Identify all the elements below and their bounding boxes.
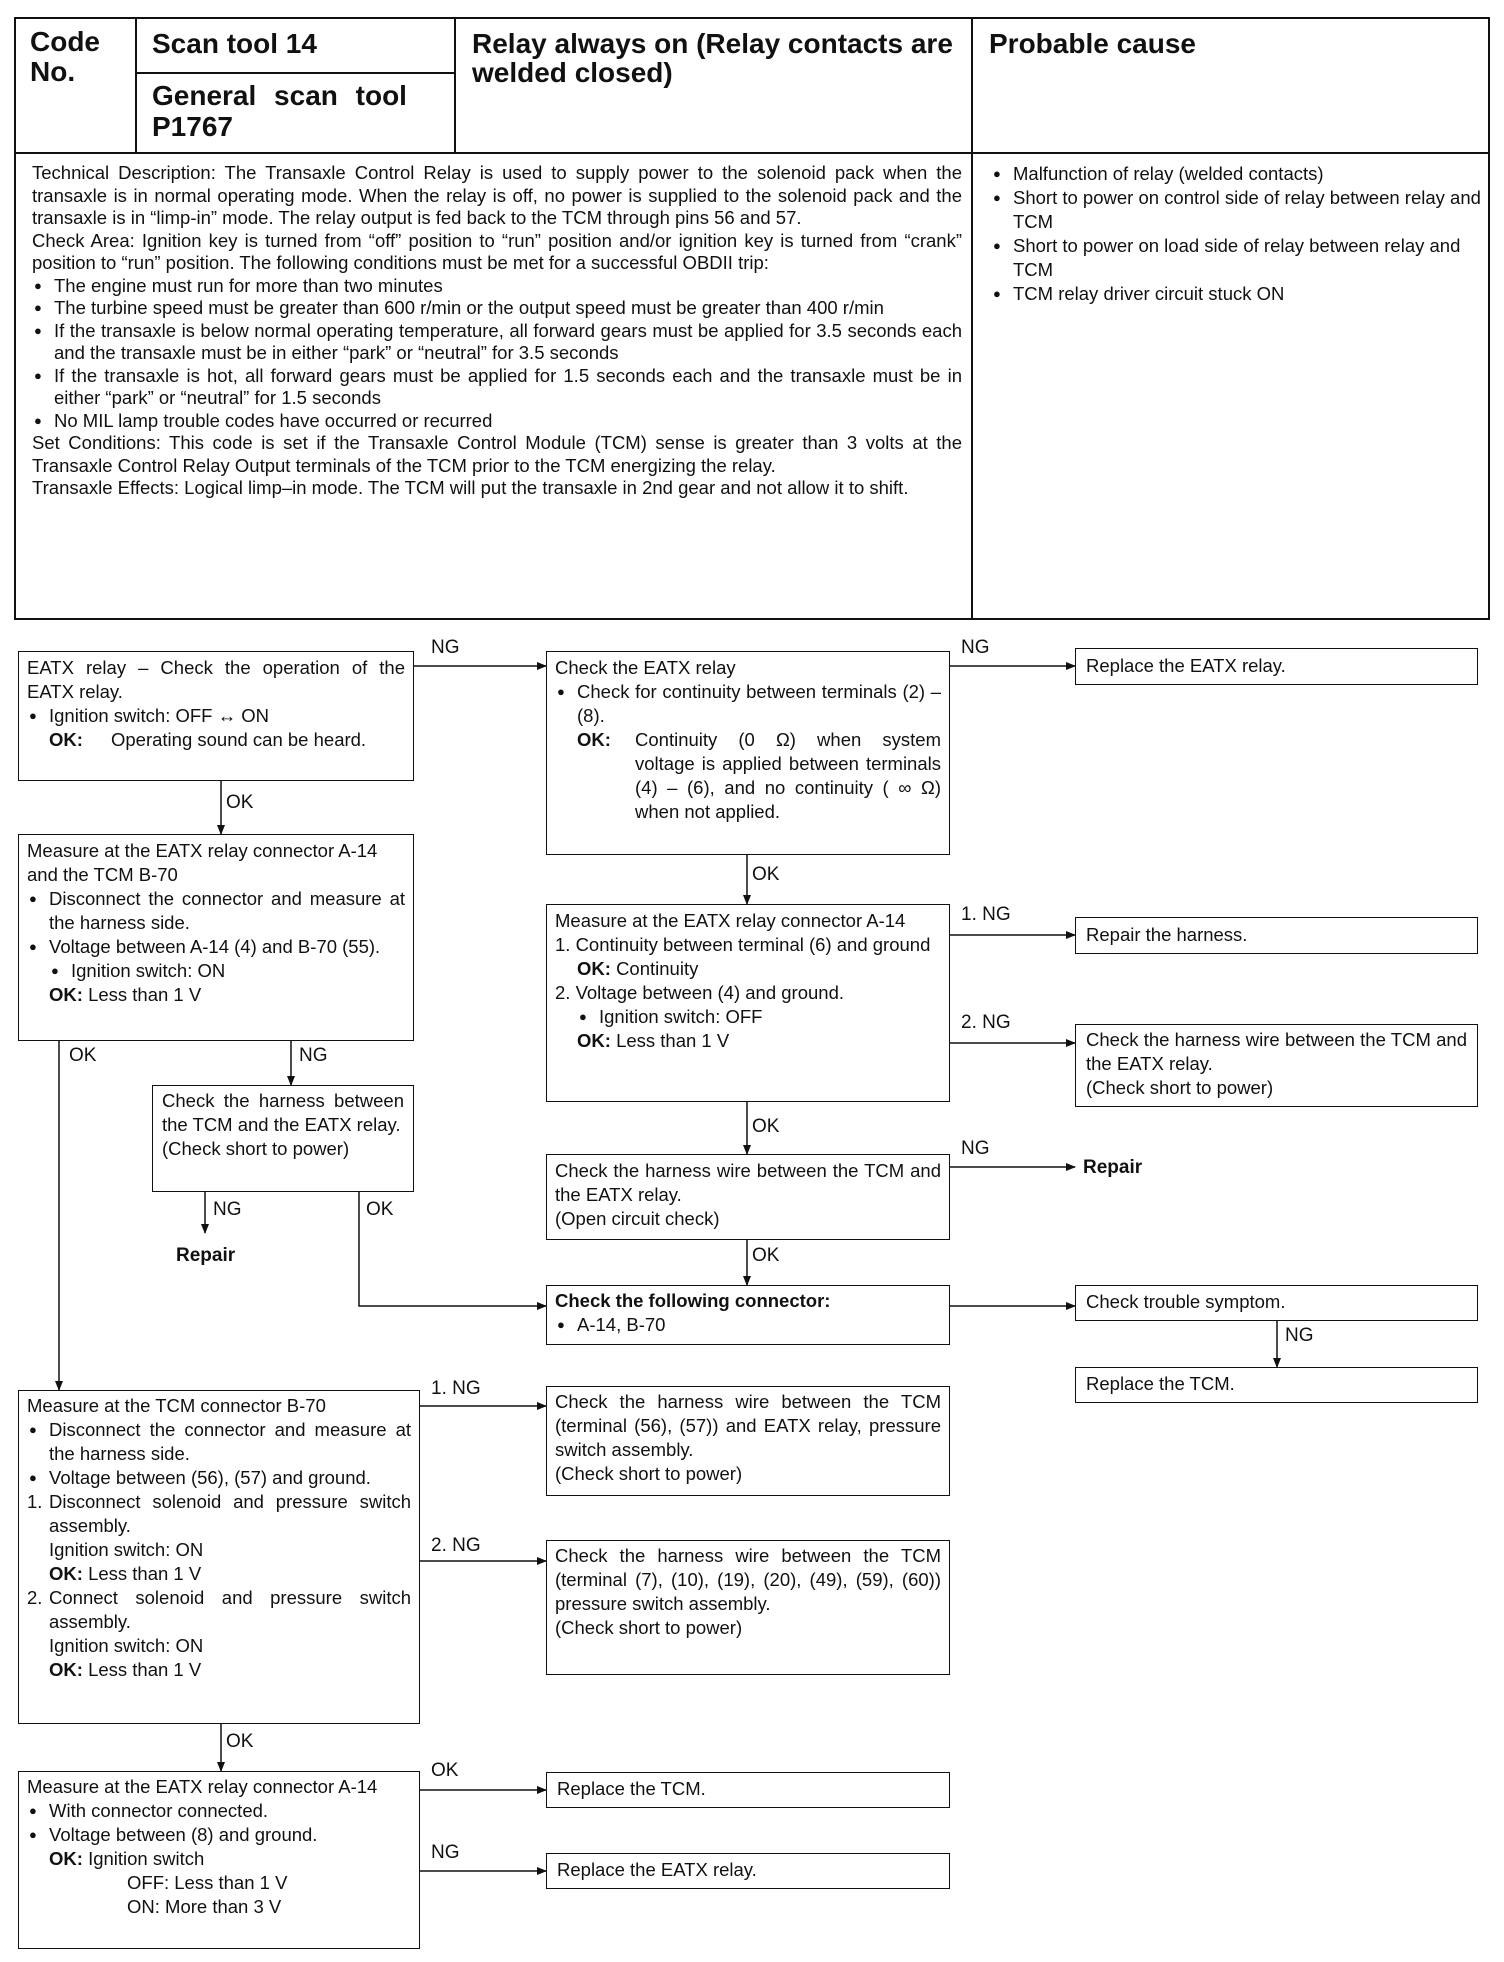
step-measure-a14 (546, 904, 950, 1102)
ignition-text: Ignition switch: ON (49, 1539, 204, 1560)
step-text: Check the harness wire between the TCM (terminal (7), (10), (19), (20), (49), (59), (60)) pressure switch assembly. (555, 1545, 941, 1614)
step-text: Check the harness wire between the TCM (terminal (56), (57)) and EATX relay, pressure switch assembly. (555, 1391, 941, 1460)
step-check-harness-tcm-eatx (152, 1085, 414, 1192)
ok-text: Less than 1 V (88, 1659, 202, 1680)
bullet-text: ● Voltage between (56), (57) and ground. (27, 1466, 411, 1490)
condition-item: ● If the transaxle is hot, all forward gears must be applied for 1.5 seconds each and the transaxle must be in either “park” or “neutral” for 1.5 seconds (32, 365, 962, 410)
item-text: 2. Voltage between (4) and ground. (555, 982, 845, 1003)
condition-item: ● No MIL lamp trouble codes have occurred or recurred (32, 410, 962, 433)
cause-item: ● Malfunction of relay (welded contacts) (991, 162, 1481, 186)
ok-label: OK: (49, 1848, 83, 1869)
label-ok: OK (226, 792, 254, 813)
step-note: (Check short to power) (1086, 1077, 1274, 1098)
set-conditions: Set Conditions: This code is set if the Transaxle Control Module (TCM) sense is greater than 3 volts at the Transaxle Control Relay Output terminals of the TCM prior to the TCM energizing the relay. (32, 432, 962, 476)
ok-label: OK: (49, 984, 83, 1005)
step-note: (Check short to power) (555, 1463, 743, 1484)
transaxle-effects: Transaxle Effects: Logical limp–in mode. The TCM will put the transaxle in 2nd gear and not allow it to shift. (32, 477, 909, 498)
step-check-harness-open (546, 1154, 950, 1240)
bullet-text: ● A-14, B-70 (555, 1313, 941, 1337)
on-value: ON: More than 3 V (127, 1896, 282, 1917)
ok-text: Less than 1 V (88, 1563, 202, 1584)
cause-item: ● Short to power on load side of relay between relay and TCM (991, 234, 1481, 282)
step-text: Replace the TCM. (557, 1778, 706, 1799)
fault-title: Relay always on (Relay contacts are welded closed) (472, 28, 953, 88)
step-text: Replace the TCM. (1086, 1373, 1235, 1394)
check-area: Check Area: Ignition key is turned from “off” position to “run” position and/or ignition key is turned from “crank” position to “run” position. The following conditions must be met for a successful OBDII trip: (32, 229, 962, 273)
bullet-text: ● Disconnect the connector and measure at the harness side. (27, 887, 405, 935)
repair-text: Repair (1083, 1157, 1143, 1178)
step-measure-tcm-b70: Measure at the TCM connector B-70 ● Disconnect the connector and measure at the harness side. ● Voltage between (56), (57) and ground. 1. Disconnect solenoid and pressure switch assembly. Ignition switch: ON OK: Less than 1 V 2. Connect solenoid and pressure switch assembly. Ignition switch: ON OK: Less than 1 V (18, 1390, 420, 1724)
step-check-eatx-relay (546, 651, 950, 855)
ok-label: OK: (49, 1659, 83, 1680)
technical-description: Technical Description: The Transaxle Control Relay is used to supply power to the solenoid pack when the transaxle is in normal operating mode. When the relay is off, no power is supplied to the solenoid pack and the transaxle is in “limp-in” mode. The relay output is fed back to the TCM through pins 56 and 57. (32, 162, 962, 228)
step-text: Check trouble symptom. (1086, 1291, 1286, 1312)
step-text: Measure at the EATX relay connector A-14 (555, 910, 906, 931)
label-ok: OK (431, 1760, 459, 1781)
ok-label: OK: (49, 1563, 83, 1584)
code-no-label: Code No. (30, 26, 100, 87)
bullet-text: ● Ignition switch: OFF ↔ ON (27, 704, 405, 728)
off-value: OFF: Less than 1 V (127, 1872, 288, 1893)
step-replace-tcm (1075, 1367, 1478, 1403)
step-text: Replace the EATX relay. (1086, 655, 1286, 676)
label-ng2: 2. NG (961, 1012, 1011, 1033)
step-note: (Open circuit check) (555, 1208, 720, 1229)
step-text: EATX relay – Check the operation of the EATX relay. (27, 657, 405, 702)
label-ng1: 1. NG (431, 1378, 481, 1399)
ok-text: Continuity (0 Ω) when system voltage is applied between terminals (4) – (6), and no continuity ( ∞ Ω) when not applied. (635, 729, 941, 822)
item-text: Connect solenoid and pressure switch assembly. (49, 1587, 411, 1632)
label-ng: NG (961, 1138, 990, 1159)
bullet-text: ● With connector connected. (27, 1799, 411, 1823)
repair-text: Repair (176, 1245, 236, 1266)
ok-text: Less than 1 V (616, 1030, 730, 1051)
label-ng1: 1. NG (961, 904, 1011, 925)
label-ok: OK (69, 1045, 97, 1066)
ok-label: OK: (49, 729, 83, 750)
step-replace-eatx-relay-final (546, 1853, 950, 1889)
ignition-text: Ignition switch: ON (49, 1635, 204, 1656)
label-ok: OK (366, 1199, 394, 1220)
step-title: Check the EATX relay (555, 657, 736, 678)
label-ng: NG (213, 1199, 242, 1220)
ok-label: OK: (577, 729, 611, 750)
condition-item: ● The engine must run for more than two minutes (32, 275, 962, 298)
bullet-text: ● Voltage between A-14 (4) and B-70 (55). (27, 935, 405, 959)
step-check-harness-pressure-switch (546, 1540, 950, 1675)
step-check-harness-56-57 (546, 1386, 950, 1496)
bullet-text: ● Check for continuity between terminals (2) – (8). (555, 680, 941, 728)
item-text: 1. Continuity between terminal (6) and ground (555, 934, 931, 955)
ok-text: Ignition switch (88, 1848, 205, 1869)
label-ok: OK (752, 1245, 780, 1266)
step-measure-a14-b70 (18, 834, 414, 1041)
label-ng: NG (431, 637, 460, 658)
item-text: Disconnect solenoid and pressure switch assembly. (49, 1491, 411, 1536)
general-scan-tool: General scan tool (152, 80, 407, 111)
dtc-code: P1767 (152, 111, 233, 142)
label-ng: NG (299, 1045, 328, 1066)
step-check-harness-short (1075, 1024, 1478, 1107)
ok-text: Operating sound can be heard. (111, 729, 367, 750)
step-repair-harness (1075, 917, 1478, 954)
step-text: Replace the EATX relay. (557, 1859, 757, 1880)
step-text: Check the harness between the TCM and the EATX relay. (162, 1090, 404, 1135)
bullet-text: ● Ignition switch: OFF (577, 1005, 941, 1029)
step-text: Measure at the EATX relay connector A-14 and the TCM B-70 (27, 840, 378, 885)
step-note: (Check short to power) (555, 1617, 743, 1638)
bullet-text: ● Voltage between (8) and ground. (27, 1823, 411, 1847)
label-ng: NG (1285, 1325, 1314, 1346)
ok-text: Continuity (616, 958, 699, 979)
condition-item: ● If the transaxle is below normal operating temperature, all forward gears must be applied for 3.5 seconds each and the transaxle must be in either “park” or “neutral” for 3.5 seconds (32, 320, 962, 365)
ok-label: OK: (577, 1030, 611, 1051)
label-ng: NG (431, 1842, 460, 1863)
label-ok: OK (752, 1116, 780, 1137)
cause-item: ● Short to power on control side of relay between relay and TCM (991, 186, 1481, 234)
cause-item: ● TCM relay driver circuit stuck ON (991, 282, 1481, 306)
step-replace-tcm-final (546, 1772, 950, 1808)
label-ng2: 2. NG (431, 1535, 481, 1556)
step-replace-eatx-relay (1075, 648, 1478, 685)
step-check-connector (546, 1285, 950, 1345)
step-note: (Check short to power) (162, 1138, 350, 1159)
step-check-relay-operation (18, 651, 414, 781)
step-measure-a14-terminal-8 (18, 1771, 420, 1949)
step-text: Measure at the EATX relay connector A-14 (27, 1776, 378, 1797)
condition-item: ● The turbine speed must be greater than 600 r/min or the output speed must be greater than 400 r/min (32, 297, 962, 320)
label-ok: OK (752, 864, 780, 885)
step-title: Measure at the TCM connector B-70 (27, 1395, 326, 1416)
bullet-text: ● Disconnect the connector and measure at the harness side. (27, 1418, 411, 1466)
step-text: Check the harness wire between the TCM and the EATX relay. (555, 1160, 941, 1205)
bullet-text: ● Ignition switch: ON (49, 959, 405, 983)
scan-tool-14: Scan tool 14 (152, 28, 317, 59)
step-check-trouble-symptom (1075, 1285, 1478, 1321)
label-ok: OK (226, 1731, 254, 1752)
probable-cause-title: Probable cause (989, 28, 1196, 59)
step-text: Check the harness wire between the TCM and the EATX relay. (1086, 1029, 1467, 1074)
ok-text: Less than 1 V (88, 984, 202, 1005)
ok-label: OK: (577, 958, 611, 979)
step-title: Check the following connector: (555, 1290, 831, 1311)
step-text: Repair the harness. (1086, 924, 1248, 945)
label-ng: NG (961, 637, 990, 658)
